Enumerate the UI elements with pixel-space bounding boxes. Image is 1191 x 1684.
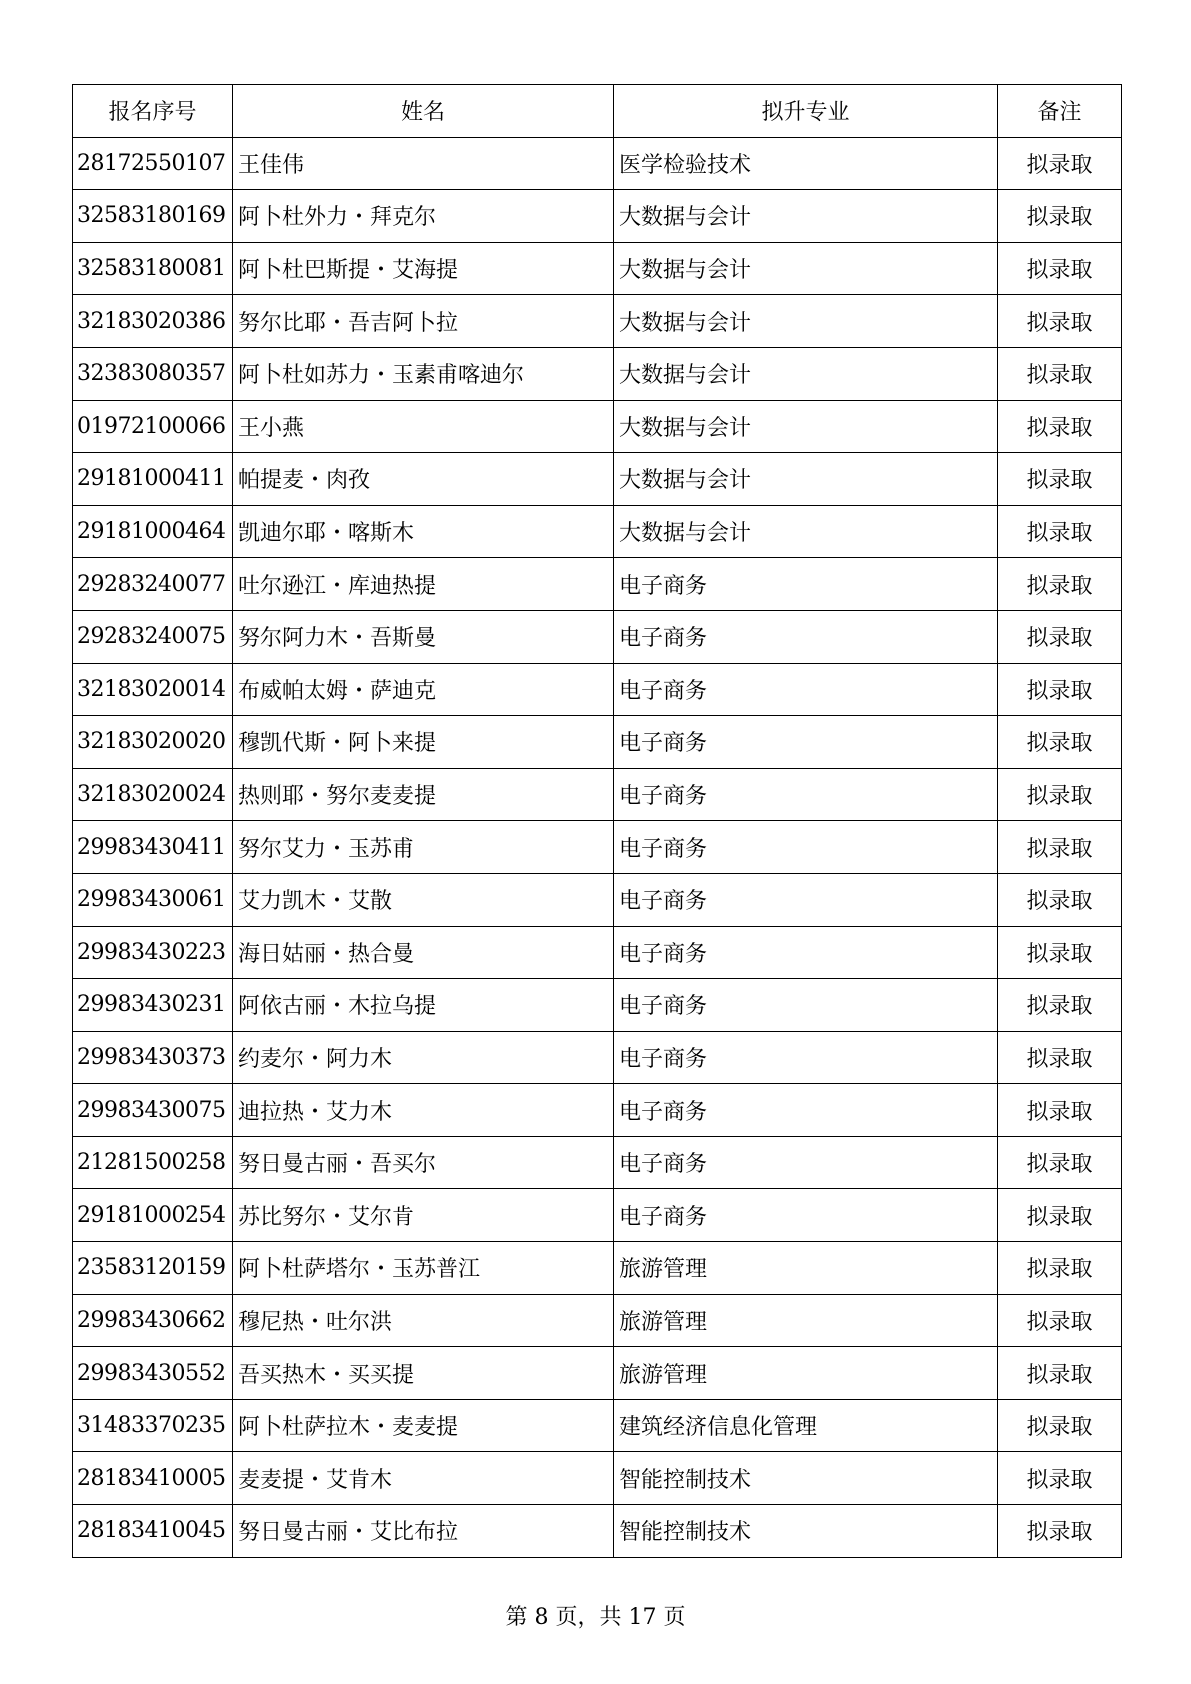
- name-cell: 麦麦提・艾肯木: [233, 1452, 614, 1505]
- registration-number-cell: 31483370235: [73, 1399, 233, 1452]
- major-cell: 电子商务: [614, 1084, 998, 1137]
- table-row: [73, 242, 1122, 295]
- registration-number-cell: 28183410045: [73, 1505, 233, 1558]
- remark-cell: 拟录取: [998, 926, 1122, 979]
- name-cell: 吾买热木・买买提: [233, 1347, 614, 1400]
- registration-number-cell: 29983430552: [73, 1347, 233, 1400]
- registration-number-cell: 29181000254: [73, 1189, 233, 1242]
- major-cell: 大数据与会计: [614, 347, 998, 400]
- name-cell: 艾力凯木・艾散: [233, 873, 614, 926]
- name-cell: 迪拉热・艾力木: [233, 1084, 614, 1137]
- name-cell: 海日姑丽・热合曼: [233, 926, 614, 979]
- table-row: [73, 821, 1122, 874]
- table-row: [73, 663, 1122, 716]
- remark-cell: 拟录取: [998, 505, 1122, 558]
- page-number: 第 8 页，共 17 页: [505, 1605, 686, 1630]
- table-row: [73, 1505, 1122, 1558]
- name-cell: 阿卜杜如苏力・玉素甫喀迪尔: [233, 347, 614, 400]
- major-cell: 电子商务: [614, 821, 998, 874]
- registration-number-cell: 29283240075: [73, 610, 233, 663]
- table-row: [73, 347, 1122, 400]
- registration-number-cell: 28183410005: [73, 1452, 233, 1505]
- remark-cell: 拟录取: [998, 558, 1122, 611]
- remark-cell: 拟录取: [998, 190, 1122, 243]
- name-cell: 努日曼古丽・艾比布拉: [233, 1505, 614, 1558]
- table-body: [73, 137, 1122, 1557]
- table-row: [73, 1031, 1122, 1084]
- name-cell: 努尔阿力木・吾斯曼: [233, 610, 614, 663]
- major-cell: 电子商务: [614, 558, 998, 611]
- remark-cell: 拟录取: [998, 400, 1122, 453]
- major-cell: 电子商务: [614, 1136, 998, 1189]
- registration-number-cell: 29181000411: [73, 453, 233, 506]
- name-cell: 努尔艾力・玉苏甫: [233, 821, 614, 874]
- registration-number-cell: 29983430662: [73, 1294, 233, 1347]
- registration-number-cell: 29983430223: [73, 926, 233, 979]
- major-cell: 电子商务: [614, 768, 998, 821]
- name-cell: 努日曼古丽・吾买尔: [233, 1136, 614, 1189]
- header-remarks: 备注: [998, 85, 1122, 138]
- remark-cell: 拟录取: [998, 1452, 1122, 1505]
- major-cell: 大数据与会计: [614, 190, 998, 243]
- header-name: 姓名: [233, 85, 614, 138]
- major-cell: 电子商务: [614, 716, 998, 769]
- table-row: [73, 558, 1122, 611]
- name-cell: 吐尔逊江・库迪热提: [233, 558, 614, 611]
- remark-cell: 拟录取: [998, 295, 1122, 348]
- table-row: [73, 1136, 1122, 1189]
- name-cell: 热则耶・努尔麦麦提: [233, 768, 614, 821]
- table-row: [73, 453, 1122, 506]
- major-cell: 旅游管理: [614, 1242, 998, 1295]
- table-row: [73, 137, 1122, 190]
- major-cell: 建筑经济信息化管理: [614, 1399, 998, 1452]
- registration-number-cell: 28172550107: [73, 137, 233, 190]
- name-cell: 布威帕太姆・萨迪克: [233, 663, 614, 716]
- name-cell: 阿卜杜萨拉木・麦麦提: [233, 1399, 614, 1452]
- registration-number-cell: 32583180169: [73, 190, 233, 243]
- name-cell: 凯迪尔耶・喀斯木: [233, 505, 614, 558]
- name-cell: 努尔比耶・吾吉阿卜拉: [233, 295, 614, 348]
- remark-cell: 拟录取: [998, 1294, 1122, 1347]
- registration-number-cell: 32183020014: [73, 663, 233, 716]
- table-row: [73, 1399, 1122, 1452]
- admission-list-table: [72, 84, 1122, 1558]
- remark-cell: 拟录取: [998, 663, 1122, 716]
- major-cell: 电子商务: [614, 663, 998, 716]
- registration-number-cell: 32183020024: [73, 768, 233, 821]
- major-cell: 大数据与会计: [614, 242, 998, 295]
- remark-cell: 拟录取: [998, 716, 1122, 769]
- major-cell: 旅游管理: [614, 1294, 998, 1347]
- registration-number-cell: 29983430373: [73, 1031, 233, 1084]
- remark-cell: 拟录取: [998, 821, 1122, 874]
- remark-cell: 拟录取: [998, 768, 1122, 821]
- registration-number-cell: 32183020386: [73, 295, 233, 348]
- name-cell: 王小燕: [233, 400, 614, 453]
- remark-cell: 拟录取: [998, 242, 1122, 295]
- name-cell: 阿卜杜萨塔尔・玉苏普江: [233, 1242, 614, 1295]
- registration-number-cell: 29283240077: [73, 558, 233, 611]
- table-row: [73, 716, 1122, 769]
- major-cell: 医学检验技术: [614, 137, 998, 190]
- major-cell: 大数据与会计: [614, 453, 998, 506]
- registration-number-cell: 32583180081: [73, 242, 233, 295]
- table-row: [73, 926, 1122, 979]
- name-cell: 苏比努尔・艾尔肯: [233, 1189, 614, 1242]
- table-row: [73, 1294, 1122, 1347]
- table-header-row: [73, 85, 1122, 138]
- registration-number-cell: 32383080357: [73, 347, 233, 400]
- major-cell: 电子商务: [614, 873, 998, 926]
- registration-number-cell: 01972100066: [73, 400, 233, 453]
- table-row: [73, 295, 1122, 348]
- major-cell: 智能控制技术: [614, 1452, 998, 1505]
- remark-cell: 拟录取: [998, 1347, 1122, 1400]
- name-cell: 阿卜杜外力・拜克尔: [233, 190, 614, 243]
- registration-number-cell: 29181000464: [73, 505, 233, 558]
- remark-cell: 拟录取: [998, 873, 1122, 926]
- remark-cell: 拟录取: [998, 137, 1122, 190]
- table-row: [73, 768, 1122, 821]
- major-cell: 电子商务: [614, 926, 998, 979]
- remark-cell: 拟录取: [998, 1399, 1122, 1452]
- major-cell: 大数据与会计: [614, 295, 998, 348]
- major-cell: 智能控制技术: [614, 1505, 998, 1558]
- registration-number-cell: 32183020020: [73, 716, 233, 769]
- header-registration-number: 报名序号: [73, 85, 233, 138]
- remark-cell: 拟录取: [998, 453, 1122, 506]
- major-cell: 大数据与会计: [614, 400, 998, 453]
- remark-cell: 拟录取: [998, 1189, 1122, 1242]
- name-cell: 帕提麦・肉孜: [233, 453, 614, 506]
- remark-cell: 拟录取: [998, 1136, 1122, 1189]
- major-cell: 大数据与会计: [614, 505, 998, 558]
- major-cell: 电子商务: [614, 979, 998, 1032]
- registration-number-cell: 21281500258: [73, 1136, 233, 1189]
- table-row: [73, 1084, 1122, 1137]
- registration-number-cell: 29983430075: [73, 1084, 233, 1137]
- remark-cell: 拟录取: [998, 1031, 1122, 1084]
- table-row: [73, 1347, 1122, 1400]
- registration-number-cell: 23583120159: [73, 1242, 233, 1295]
- major-cell: 电子商务: [614, 610, 998, 663]
- table-row: [73, 873, 1122, 926]
- major-cell: 电子商务: [614, 1189, 998, 1242]
- table-row: [73, 505, 1122, 558]
- remark-cell: 拟录取: [998, 1505, 1122, 1558]
- remark-cell: 拟录取: [998, 610, 1122, 663]
- table-row: [73, 1452, 1122, 1505]
- remark-cell: 拟录取: [998, 1242, 1122, 1295]
- table-row: [73, 979, 1122, 1032]
- table-row: [73, 610, 1122, 663]
- registration-number-cell: 29983430411: [73, 821, 233, 874]
- name-cell: 约麦尔・阿力木: [233, 1031, 614, 1084]
- major-cell: 电子商务: [614, 1031, 998, 1084]
- table-row: [73, 1189, 1122, 1242]
- table-row: [73, 400, 1122, 453]
- major-cell: 旅游管理: [614, 1347, 998, 1400]
- name-cell: 阿依古丽・木拉乌提: [233, 979, 614, 1032]
- name-cell: 穆尼热・吐尔洪: [233, 1294, 614, 1347]
- name-cell: 王佳伟: [233, 137, 614, 190]
- name-cell: 阿卜杜巴斯提・艾海提: [233, 242, 614, 295]
- remark-cell: 拟录取: [998, 347, 1122, 400]
- table-row: [73, 1242, 1122, 1295]
- remark-cell: 拟录取: [998, 979, 1122, 1032]
- registration-number-cell: 29983430061: [73, 873, 233, 926]
- name-cell: 穆凯代斯・阿卜来提: [233, 716, 614, 769]
- table-row: [73, 190, 1122, 243]
- remark-cell: 拟录取: [998, 1084, 1122, 1137]
- registration-number-cell: 29983430231: [73, 979, 233, 1032]
- header-intended-major: 拟升专业: [614, 85, 998, 138]
